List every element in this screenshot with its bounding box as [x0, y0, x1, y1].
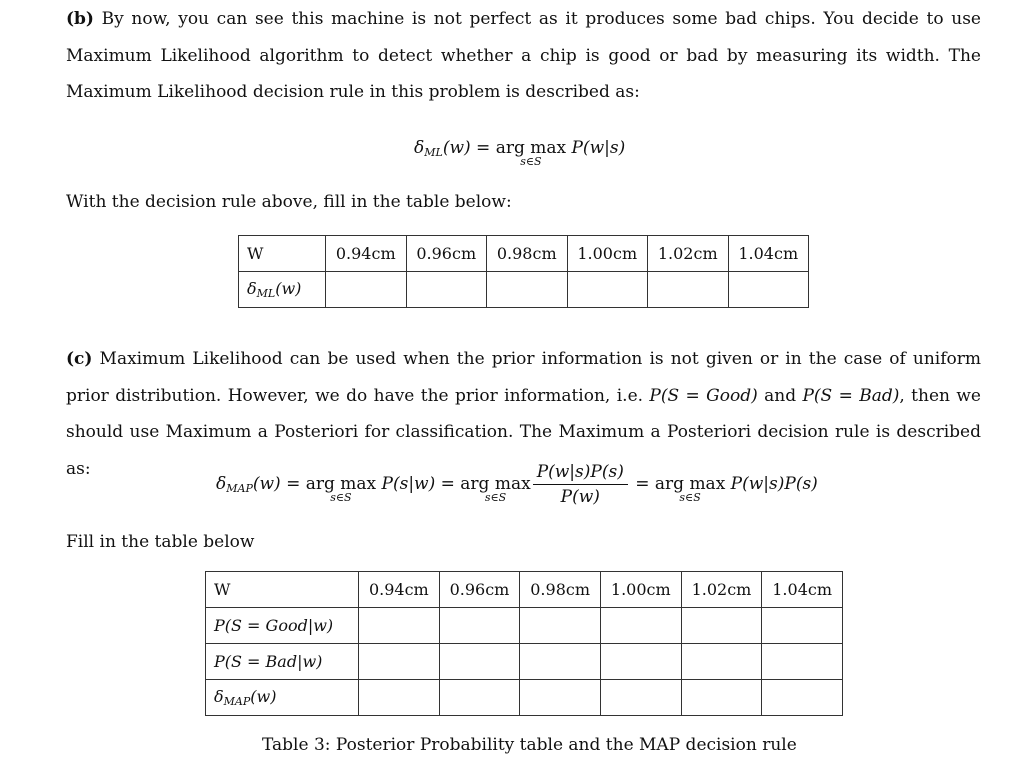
posterior-term: P(s|w) = — [376, 474, 461, 494]
part-b-paragraph — [66, 1, 981, 111]
map-cell — [520, 644, 601, 680]
argmax-word: arg max — [460, 474, 531, 494]
map-col-3: 0.98cm — [520, 572, 601, 608]
argmax-operator — [654, 474, 726, 504]
map-rhs: P(w|s)P(s) — [725, 474, 818, 494]
ml-col-5: 1.02cm — [648, 236, 729, 272]
ml-cell — [487, 272, 568, 308]
argmax-operator — [495, 138, 567, 168]
delta-symbol: δ — [414, 138, 425, 158]
part-b-text: By now, you can see this machine is not perfect as it produces some bad chips. You decide to use Maximum Likelihood algorithm to detect whether a chip is good or bad by measuring its width. The Maximum Likelihood decision rule in this problem is described as: — [66, 9, 981, 102]
map-cell — [681, 680, 762, 716]
map-table-header-row — [206, 572, 843, 608]
part-c-instruction: Fill in the table below — [66, 532, 255, 552]
map-cell — [762, 608, 843, 644]
ml-table-header-row — [239, 236, 809, 272]
ml-rhs: P(w|s) — [566, 138, 626, 158]
delta-symbol: δ — [214, 687, 224, 706]
map-cell — [762, 644, 843, 680]
map-col-6: 1.04cm — [762, 572, 843, 608]
ml-table-decision-row — [239, 272, 809, 308]
map-cell — [762, 680, 843, 716]
row-label-map — [206, 680, 359, 716]
map-equation — [216, 462, 818, 507]
map-cell — [359, 680, 440, 716]
map-cell — [439, 680, 520, 716]
ml-cell — [326, 272, 407, 308]
ml-subscript: ML — [256, 287, 276, 300]
argmax-word: arg max — [305, 474, 377, 494]
row-label-good: P(S = Good|w) — [206, 608, 359, 644]
part-c-text-1: Maximum Likelihood can be used when the prior information is not given or in the case of uniform prior distribution. However, we do have the prior information, i.e. — [66, 349, 981, 406]
ml-row-label — [239, 272, 326, 308]
ml-col-1: 0.94cm — [326, 236, 407, 272]
map-cell — [439, 644, 520, 680]
argmax-word: arg max — [654, 474, 726, 494]
map-cell — [600, 680, 681, 716]
row-label-bad: P(S = Bad|w) — [206, 644, 359, 680]
ml-cell — [648, 272, 729, 308]
map-table — [205, 571, 843, 716]
map-cell — [600, 608, 681, 644]
map-cell — [359, 644, 440, 680]
part-c-text-2: , then we should use Maximum a Posteriori for classification. The Maximum a Posteriori decision rule is described as: — [66, 385, 981, 479]
bayes-fraction — [533, 462, 628, 507]
map-cell — [681, 644, 762, 680]
map-cell — [359, 608, 440, 644]
map-col-2: 0.96cm — [439, 572, 520, 608]
fraction-denominator: P(w) — [560, 487, 600, 507]
map-col-5: 1.02cm — [681, 572, 762, 608]
map-col-4: 1.00cm — [600, 572, 681, 608]
ml-col-2: 0.96cm — [406, 236, 487, 272]
map-col-1: 0.94cm — [359, 572, 440, 608]
ml-cell — [728, 272, 809, 308]
map-cell — [439, 608, 520, 644]
ml-cell — [406, 272, 487, 308]
equals-sign: = — [629, 474, 655, 494]
ml-col-3: 0.98cm — [487, 236, 568, 272]
fraction-numerator: P(w|s)P(s) — [533, 462, 628, 485]
ml-table — [238, 235, 809, 308]
delta-symbol: δ — [216, 474, 227, 494]
row-arg: (w) — [275, 279, 302, 298]
argmax-operator — [305, 474, 377, 504]
map-table-w-label: W — [206, 572, 359, 608]
map-table-decision-row — [206, 680, 843, 716]
map-cell — [681, 608, 762, 644]
table-caption: Table 3: Posterior Probability table and the MAP decision rule — [262, 735, 797, 755]
ml-lhs-arg: (w) = — [442, 138, 496, 158]
delta-symbol: δ — [247, 279, 257, 298]
map-cell — [520, 608, 601, 644]
row-arg: (w) — [250, 687, 277, 706]
argmax-subscript: s∈S — [679, 491, 701, 504]
map-cell — [520, 680, 601, 716]
argmax-subscript: s∈S — [330, 491, 352, 504]
map-subscript: MAP — [223, 695, 251, 708]
and-word: and — [757, 385, 803, 406]
argmax-word: arg max — [495, 138, 567, 158]
ml-equation — [414, 138, 626, 168]
argmax-subscript: s∈S — [520, 155, 542, 168]
argmax-subscript: s∈S — [484, 491, 507, 504]
ml-col-4: 1.00cm — [567, 236, 648, 272]
prior-good: P(S = Good) — [649, 385, 758, 406]
map-table-bad-row — [206, 644, 843, 680]
map-cell — [600, 644, 681, 680]
map-lhs-arg: (w) = — [252, 474, 306, 494]
ml-table-w-label: W — [239, 236, 326, 272]
prior-bad: P(S = Bad) — [802, 385, 900, 406]
part-b-instruction: With the decision rule above, fill in the table below: — [66, 192, 512, 212]
part-c-label: (c) — [66, 349, 93, 369]
map-subscript: MAP — [226, 482, 253, 495]
argmax-operator — [460, 474, 531, 504]
ml-subscript: ML — [424, 146, 443, 159]
map-table-good-row — [206, 608, 843, 644]
ml-cell — [567, 272, 648, 308]
part-b-label: (b) — [66, 9, 94, 29]
ml-col-6: 1.04cm — [728, 236, 809, 272]
